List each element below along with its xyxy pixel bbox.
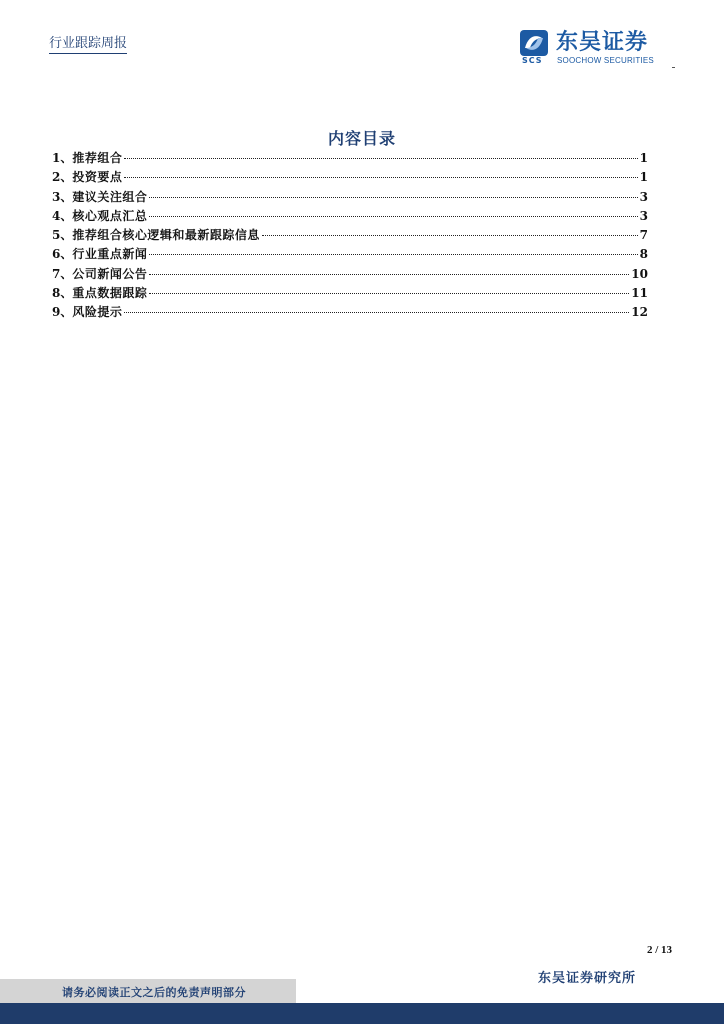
toc-entry-number: 7 xyxy=(52,266,61,281)
footer-bar xyxy=(0,1003,724,1024)
toc-entry[interactable] xyxy=(52,245,648,264)
toc-entry-label: 重点数据跟踪 xyxy=(72,286,148,301)
toc-dot-leader xyxy=(149,254,637,255)
toc-entry-separator: 、 xyxy=(60,170,73,185)
toc-entry-number: 2 xyxy=(52,170,61,185)
toc-entry-label: 风险提示 xyxy=(72,305,123,320)
toc-entry-page: 7 xyxy=(639,228,648,243)
toc-entry[interactable] xyxy=(52,284,648,303)
toc-entry-page: 3 xyxy=(639,208,648,223)
header-tick-mark xyxy=(672,67,675,68)
toc-entry-label: 公司新闻公告 xyxy=(72,266,148,281)
toc-entry[interactable] xyxy=(52,149,648,168)
toc-entry-page: 10 xyxy=(631,266,648,281)
toc-entry-label: 行业重点新闻 xyxy=(72,247,148,262)
logo-mark-icon xyxy=(520,30,548,56)
toc-entry-page: 1 xyxy=(639,151,648,165)
toc-entry-page: 3 xyxy=(639,189,648,204)
toc-entry-number: 4 xyxy=(52,208,61,223)
toc-entry-separator: 、 xyxy=(60,305,73,320)
toc-entry-separator: 、 xyxy=(60,286,73,301)
toc-entry-separator: 、 xyxy=(60,228,73,243)
toc-entry-separator: 、 xyxy=(60,208,73,223)
toc-dot-leader xyxy=(149,274,629,275)
toc-dot-leader xyxy=(124,158,637,159)
toc-entry-number: 9 xyxy=(52,305,61,320)
table-of-contents xyxy=(52,149,648,323)
toc-entry-label: 核心观点汇总 xyxy=(72,208,148,223)
toc-dot-leader xyxy=(149,216,637,217)
toc-entry-label: 投资要点 xyxy=(72,170,123,185)
institute-name: 东吴证券研究所 xyxy=(537,971,636,986)
logo-abbreviation: SCS xyxy=(522,56,543,65)
toc-entry[interactable] xyxy=(52,188,648,207)
toc-entry-page: 12 xyxy=(631,305,648,320)
toc-entry-page: 1 xyxy=(639,170,648,185)
toc-dot-leader xyxy=(124,177,637,178)
toc-dot-leader xyxy=(124,312,629,313)
toc-entry[interactable] xyxy=(52,265,648,284)
toc-entry-number: 3 xyxy=(52,189,61,204)
toc-entry-number: 1 xyxy=(52,151,61,165)
toc-entry-page: 8 xyxy=(639,247,648,262)
toc-entry-separator: 、 xyxy=(60,266,73,281)
company-logo xyxy=(520,30,670,70)
logo-name-en: SOOCHOW SECURITIES xyxy=(557,56,654,65)
toc-entry[interactable] xyxy=(52,207,648,226)
disclaimer-text: 请务必阅读正文之后的免责声明部分 xyxy=(62,986,246,999)
toc-entry-separator: 、 xyxy=(60,247,73,262)
toc-entry-separator: 、 xyxy=(60,151,73,165)
toc-entry-separator: 、 xyxy=(60,189,73,204)
toc-dot-leader xyxy=(149,197,637,198)
toc-title: 内容目录 xyxy=(327,129,396,148)
toc-dot-leader xyxy=(149,293,629,294)
toc-entry-number: 8 xyxy=(52,286,61,301)
toc-entry-label: 推荐组合核心逻辑和最新跟踪信息 xyxy=(72,228,260,243)
toc-entry-label: 推荐组合 xyxy=(72,151,123,165)
toc-entry-number: 6 xyxy=(52,247,61,262)
logo-name-cn: 东吴证券 xyxy=(556,30,649,55)
toc-entry[interactable] xyxy=(52,168,648,187)
page-indicator: 2 / 13 xyxy=(646,944,672,956)
toc-entry-number: 5 xyxy=(52,228,61,243)
toc-entry[interactable] xyxy=(52,226,648,245)
report-type-label: 行业跟踪周报 xyxy=(49,36,127,54)
toc-entry-label: 建议关注组合 xyxy=(72,189,148,204)
toc-entry-page: 11 xyxy=(631,286,648,301)
toc-dot-leader xyxy=(262,235,638,236)
toc-entry[interactable] xyxy=(52,303,648,322)
